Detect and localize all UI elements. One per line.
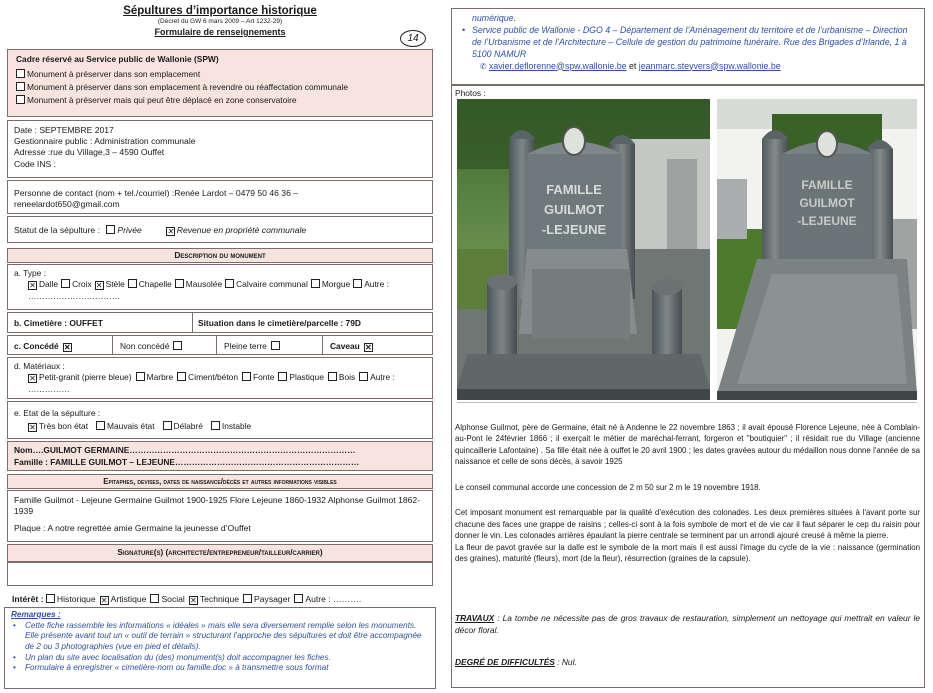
- signature-field[interactable]: [7, 562, 433, 586]
- option-stèle[interactable]: [95, 279, 125, 289]
- remark-text: Cette fiche rassemble les informations « idéales » mais elle sera diversement remplie selon les monuments. Elle présente avant tout un « outil de terrain » structurant l’approche des sépultures et doit être accompagnée de 2 ou 3 photographies (vue en pied et détails).: [25, 620, 422, 651]
- bullet-icon: •: [13, 663, 16, 673]
- option-délabré[interactable]: [163, 421, 203, 431]
- option-label: Historique: [56, 594, 96, 604]
- checkbox[interactable]: [211, 421, 220, 430]
- checkbox[interactable]: [359, 372, 368, 381]
- option-privée[interactable]: [106, 225, 141, 235]
- option-label: Paysager: [254, 594, 291, 604]
- option-plastique[interactable]: [278, 372, 323, 382]
- epitaphes-header: Epitaphes, devises, dates de naissance/décès et autres informations visibles: [7, 474, 433, 489]
- checkbox[interactable]: [28, 423, 37, 432]
- option-label: Calvaire communal: [236, 279, 308, 290]
- statut-box: [7, 216, 433, 243]
- option-label: Privée: [117, 225, 142, 235]
- adresse-text: Adresse :rue du Village,3 – 4590 Ouffet: [14, 147, 165, 158]
- checkbox[interactable]: [128, 279, 137, 288]
- checkbox[interactable]: [189, 596, 198, 605]
- option-label: Artistique: [110, 594, 147, 604]
- inscription-line2: GUILMOT: [544, 202, 604, 217]
- option-label: Mausolée: [185, 279, 223, 290]
- remark-item: [11, 621, 429, 653]
- bullet-icon: •: [13, 652, 16, 662]
- spw-box-title: Cadre réservé au Service public de Wallonie (SPW): [16, 54, 219, 64]
- checkbox[interactable]: [328, 372, 337, 381]
- option-revenue-en-propriété-communale[interactable]: [166, 225, 306, 235]
- gestionnaire-text: Gestionnaire public : Administration communale: [14, 136, 196, 147]
- concession-label: Pleine terre: [224, 341, 267, 351]
- option-historique[interactable]: [46, 594, 96, 604]
- paragraph: Alphonse Guilmot, père de Germaine, était né à Andenne le 22 novembre 1863 ; il avait épousé Florence Lejeune, née à Comblain-au-Pont le 24février 1866 ; il exerçait le métier de maréchal-ferrant, forgeron et "boutiquier" ; il résidait rue du Village (ancienne quincaillerie Lafontaine) . Sa fille était née à ouffet le 20 avril 1900 ; les dates gravées autour du médaillon nous donne l'année de sa naissance et celle de sons décès, à savoir 1925: [455, 423, 920, 467]
- epitaphes-box: [7, 490, 433, 542]
- cimetiere-label: b. Cimetière : OUFFET: [14, 318, 103, 328]
- option-label: Très bon état: [39, 421, 89, 432]
- interet-row: [12, 594, 365, 605]
- concession-option[interactable]: [14, 341, 74, 352]
- paragraph: La fleur de pavot gravée sur la dalle est le symbole de la mort mais il est aussi l'image du cycle de la vie : naissance (germination des graines), maturité (fleurs), mort (de la fleur), résurrection (graines de la capsule).: [455, 542, 920, 564]
- form-subtitle: (Décret du GW 6 mars 2009 – Art 1232-29): [157, 18, 283, 25]
- checkbox[interactable]: [278, 372, 287, 381]
- checkbox[interactable]: [364, 343, 373, 352]
- spw-box: [7, 49, 433, 117]
- option-label: Mauvais état: [107, 421, 155, 432]
- form-title: Sépultures d’importance historique: [123, 5, 317, 17]
- materiaux-box: [7, 357, 433, 399]
- option-label: Instable: [221, 421, 252, 432]
- checkbox[interactable]: [177, 372, 186, 381]
- option-monument-à-préserver-dans-son-emplacement-à-revendre-ou-réaffectation-communale[interactable]: [16, 82, 348, 92]
- degre-label: DEGRÉ DE DIFFICULTÉS: [455, 657, 555, 667]
- travaux-label: TRAVAUX: [455, 613, 495, 623]
- travaux-body: : La tombe ne nécessite pas de gros travaux de restauration, simplement un nettoyage qui mettrait en valeur le décor floral.: [455, 613, 920, 635]
- option-label: Revenue en propriété communale: [176, 225, 307, 235]
- option-paysager[interactable]: [243, 594, 290, 604]
- remark-item: [11, 663, 429, 674]
- cimetiere-box: [7, 312, 433, 333]
- concession-label: c. Concédé: [14, 341, 59, 351]
- materiaux-label: d. Matériaux :: [14, 361, 65, 371]
- email-sep: et: [628, 60, 637, 71]
- option-label: Ciment/béton: [188, 372, 238, 383]
- statut-label: Statut de la sépulture :: [14, 225, 100, 235]
- email-icon: ✆: [480, 61, 489, 71]
- etat-label: e. Etat de la sépulture :: [14, 408, 101, 418]
- checkbox[interactable]: [242, 372, 251, 381]
- option-label: Croix: [72, 279, 92, 290]
- form-name: Formulaire de renseignements: [154, 27, 286, 37]
- remark-text: Formulaire à enregistrer « cimetière-nom ou famille.doc » à transmettre sous format: [25, 663, 329, 673]
- spw-address-text: Service public de Wallonie - DGO 4 – Département de l’Aménagement du territoire et de l’urbanisme – Direction de l’Urbanisme et de l’Architecture – Cellule de gestion du patrimoine funéraire. Rue des Brigades d’Irlande, 1 à 5100 NAMUR: [472, 24, 908, 59]
- option-marbre[interactable]: [136, 372, 174, 382]
- option-ciment-béton[interactable]: [177, 372, 238, 382]
- photo-caption-rule: [457, 402, 917, 403]
- option-bois[interactable]: [328, 372, 355, 382]
- option-petit-granit-pierre-bleue[interactable]: [28, 372, 132, 382]
- date-text: Date : SEPTEMBRE 2017: [14, 125, 114, 135]
- inscription-side-line3: -LEJEUNE: [797, 214, 857, 228]
- inscription-side-line2: GUILMOT: [799, 196, 855, 210]
- contact-box: [7, 180, 433, 214]
- remarques-title: Remarques :: [11, 610, 61, 619]
- checkbox[interactable]: [16, 95, 25, 104]
- option-label: Stèle: [105, 279, 125, 290]
- photos-label: Photos :: [455, 88, 486, 98]
- option-label: Fonte: [252, 372, 275, 383]
- option-croix[interactable]: [61, 279, 92, 289]
- description-text: [455, 422, 920, 565]
- etat-box: [7, 401, 433, 439]
- degre-text: [455, 657, 577, 667]
- concession-box: [7, 335, 433, 355]
- page-number: 14: [400, 30, 426, 47]
- option-calvaire-communal[interactable]: [225, 279, 308, 289]
- right-top-box: [451, 8, 925, 85]
- numerique-text: numérique.: [472, 13, 517, 23]
- option-label: Dalle: [39, 279, 59, 290]
- inscription-line3: -LEJEUNE: [541, 222, 607, 237]
- checkbox[interactable]: [16, 82, 25, 91]
- option-label: Marbre: [146, 372, 174, 383]
- checkbox[interactable]: [95, 281, 104, 290]
- paragraph: Le conseil communal accorde une concession de 2 m 50 sur 2 m le 19 novembre 1918.: [455, 482, 761, 492]
- option-label: Social: [161, 594, 185, 604]
- option-morgue[interactable]: [311, 279, 350, 289]
- checkbox[interactable]: [166, 227, 175, 236]
- divider: [322, 336, 323, 354]
- checkbox[interactable]: [294, 594, 303, 603]
- inscription-line1: FAMILLE: [546, 182, 602, 197]
- paragraph: Cet imposant monument est remarquable par la qualité d'exécution des colonades. Les deux premières situées à l'avant porte sur chacune des faces une grappe de raisins ; celles-ci sont à la fois symbole de mort et de vie car il faut séparer le cep du raisin pour donner le vin. Les colonades arrières épaulant la pierre centrale se terminent par un arrondi ajouré creusé à même la pierre.: [455, 508, 920, 541]
- checkbox[interactable]: [28, 374, 37, 383]
- checkbox[interactable]: [311, 279, 320, 288]
- email-row: [462, 61, 914, 73]
- nom-text: Nom….GUILMOT GERMAINE………………………………………………………………………: [14, 445, 356, 455]
- contact-line1: Personne de contact (nom + tel./courriel) :Renée Lardot – 0479 50 46 36 –: [14, 188, 299, 198]
- email-link-2[interactable]: jeanmarc.steyvers@spw.wallonie.be: [638, 60, 781, 71]
- option-label: Délabré: [173, 421, 203, 432]
- type-label: a. Type :: [14, 268, 46, 278]
- bullet-icon: •: [13, 620, 16, 630]
- travaux-text: [455, 613, 920, 637]
- checkbox[interactable]: [61, 279, 70, 288]
- divider: [216, 336, 217, 354]
- checkbox[interactable]: [106, 225, 115, 234]
- checkbox[interactable]: [175, 279, 184, 288]
- plaque-text: Plaque : A notre regrettée amie Germaine la jeunesse d’Ouffet: [14, 523, 251, 534]
- concession-label: Caveau: [330, 341, 360, 351]
- checkbox[interactable]: [96, 421, 105, 430]
- info-box: [7, 120, 433, 178]
- checkbox[interactable]: [173, 341, 182, 350]
- option-très-bon-état[interactable]: [28, 421, 88, 431]
- checkbox[interactable]: [163, 421, 172, 430]
- nom-box: [7, 441, 433, 471]
- option-label: Morgue: [321, 279, 351, 290]
- option-technique[interactable]: [189, 594, 239, 604]
- code-ins-text: Code INS :: [14, 158, 57, 169]
- option-label: Monument à préserver dans son emplacement à revendre ou réaffectation communale: [27, 82, 349, 93]
- divider: [112, 336, 113, 354]
- signature-header: Signature(s) (architecte/entrepreneur/tailleur/carrier): [7, 544, 433, 562]
- checkbox[interactable]: [150, 594, 159, 603]
- checkbox[interactable]: [136, 372, 145, 381]
- option-label: Autre : ……………………………: [28, 279, 389, 301]
- option-label: Autre : ……………: [28, 372, 395, 394]
- option-social[interactable]: [150, 594, 184, 604]
- concession-option[interactable]: [224, 341, 282, 351]
- checkbox[interactable]: [271, 341, 280, 350]
- option-label: Petit-granit (pierre bleue): [39, 372, 132, 383]
- option-label: Chapelle: [138, 279, 172, 290]
- description-header: Description du monument: [7, 248, 433, 263]
- type-box: [7, 264, 433, 310]
- photo-side-view: [717, 99, 917, 400]
- checkbox[interactable]: [243, 594, 252, 603]
- option-fonte[interactable]: [242, 372, 274, 382]
- situation-label: Situation dans le cimetière/parcelle : 79D: [198, 318, 361, 328]
- option-artistique[interactable]: [100, 594, 147, 604]
- option-label: Monument à préserver dans son emplacement: [27, 69, 201, 80]
- concession-option[interactable]: [330, 341, 375, 352]
- inscription-side-line1: FAMILLE: [801, 178, 853, 192]
- checkbox[interactable]: [225, 279, 234, 288]
- degre-body: : Nul.: [554, 657, 577, 667]
- option-dalle[interactable]: [28, 279, 58, 289]
- option-instable[interactable]: [211, 421, 251, 431]
- checkbox[interactable]: [46, 594, 55, 603]
- option-monument-à-préserver-dans-son-emplacement[interactable]: [16, 69, 200, 79]
- spw-address: • Service public de Wallonie - DGO 4 – Département de l’Aménagement du territoire et de l’urbanisme – Direction de l’Urbanisme et de l’Architecture – Cellule de gestion du patrimoine funéraire. Rue des Brigades d’Irlande, 1 à 5100 NAMUR: [462, 24, 908, 59]
- famille-text: Famille : FAMILLE GUILMOT – LEJEUNE…………………………………………………………: [14, 456, 360, 467]
- cimetiere-divider: [192, 313, 193, 332]
- option-chapelle[interactable]: [128, 279, 172, 289]
- email-link-1[interactable]: xavier.deflorenne@spw.wallonie.be: [488, 60, 627, 71]
- checkbox[interactable]: [28, 281, 37, 290]
- checkbox[interactable]: [16, 69, 25, 78]
- option-label: Plastique: [289, 372, 324, 383]
- option-autre[interactable]: [294, 594, 361, 604]
- option-label: Technique: [199, 594, 240, 604]
- contact-line2: reneelardot650@gmail.com: [14, 199, 120, 210]
- checkbox[interactable]: [353, 279, 362, 288]
- option-label: Monument à préserver mais qui peut être déplacé en zone conservatoire: [27, 95, 297, 106]
- checkbox[interactable]: [63, 343, 72, 352]
- photo-front-view: [457, 99, 710, 400]
- remark-text: Un plan du site avec localisation du (des) monument(s) doit accompagner les fiches.: [25, 652, 331, 662]
- interet-label: Intérêt :: [12, 594, 44, 604]
- remarques-box: [4, 607, 436, 689]
- concession-option[interactable]: [120, 341, 184, 351]
- checkbox[interactable]: [100, 596, 109, 605]
- option-monument-à-préserver-mais-qui-peut-être-déplacé-en-zone-conservatoire[interactable]: [16, 95, 297, 105]
- option-mauvais-état[interactable]: [96, 421, 154, 431]
- option-label: Autre : ……….: [305, 594, 362, 604]
- concession-label: Non concédé: [120, 341, 170, 351]
- remark-item: [11, 653, 429, 664]
- option-label: Bois: [338, 372, 356, 383]
- epitaphes-text: Famille Guilmot - Lejeune Germaine Guilmot 1900-1925 Flore Lejeune 1860-1932 Alphonse Guilmot 1862-1939: [14, 495, 421, 517]
- option-mausolée[interactable]: [175, 279, 222, 289]
